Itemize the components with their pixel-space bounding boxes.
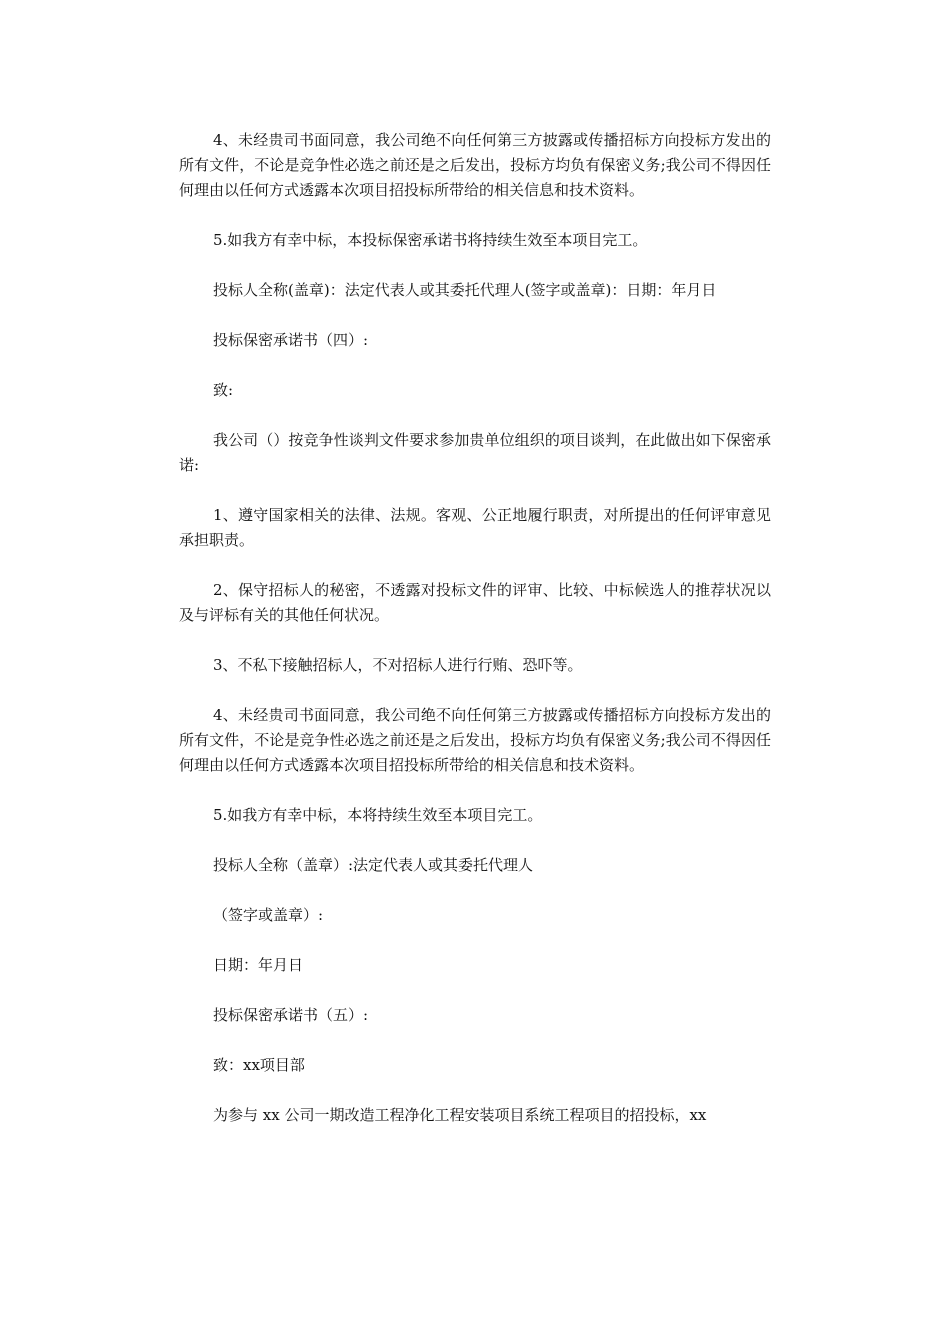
salutation: 致: <box>213 381 234 399</box>
section-title-four: 投标保密承诺书（四）: <box>213 331 369 349</box>
paragraph-clause-4-first: 4、未经贵司书面同意，我公司绝不向任何第三方披露或传播招标方向投标方发出的所有文件，不论是竞争性必选之前还是之后发出，投标方均负有保密义务;我公司不得因任何理由以任何方式透露本次项目招投标所带给的相关信息和技术资料。 <box>179 131 771 199</box>
section-title-five: 投标保密承诺书（五）: <box>213 1006 369 1024</box>
paragraph-signature-line: 投标人全称(盖章)：法定代表人或其委托代理人(签字或盖章)：日期：年月日 <box>213 281 717 299</box>
paragraph-date: 日期：年月日 <box>213 956 304 974</box>
paragraph-clause-1: 1、遵守国家相关的法律、法规。客观、公正地履行职责，对所提出的任何评审意见承担职责。 <box>179 506 771 549</box>
paragraph-participation: 为参与 xx 公司一期改造工程净化工程安装项目系统工程项目的招投标，xx <box>213 1106 707 1124</box>
paragraph-intro: 我公司（）按竞争性谈判文件要求参加贵单位组织的项目谈判，在此做出如下保密承诺: <box>179 431 771 474</box>
paragraph-bidder-name: 投标人全称（盖章）:法定代表人或其委托代理人 <box>213 856 534 874</box>
paragraph-clause-3: 3、不私下接触招标人，不对招标人进行行贿、恐吓等。 <box>213 656 583 674</box>
paragraph-clause-2: 2、保守招标人的秘密，不透露对投标文件的评审、比较、中标候选人的推荐状况以及与评标有关的其他任何状况。 <box>179 581 771 624</box>
document-body <box>179 128 771 1153</box>
paragraph-clause-5-first: 5.如我方有幸中标，本投标保密承诺书将持续生效至本项目完工。 <box>213 231 648 249</box>
salutation-project: 致：xx项目部 <box>213 1056 305 1074</box>
paragraph-clause-5: 5.如我方有幸中标，本将持续生效至本项目完工。 <box>213 806 543 824</box>
paragraph-clause-4: 4、未经贵司书面同意，我公司绝不向任何第三方披露或传播招标方向投标方发出的所有文件，不论是竞争性必选之前还是之后发出，投标方均负有保密义务;我公司不得因任何理由以任何方式透露本次项目招投标所带给的相关信息和技术资料。 <box>179 706 771 774</box>
paragraph-signature: （签字或盖章）: <box>213 906 324 924</box>
